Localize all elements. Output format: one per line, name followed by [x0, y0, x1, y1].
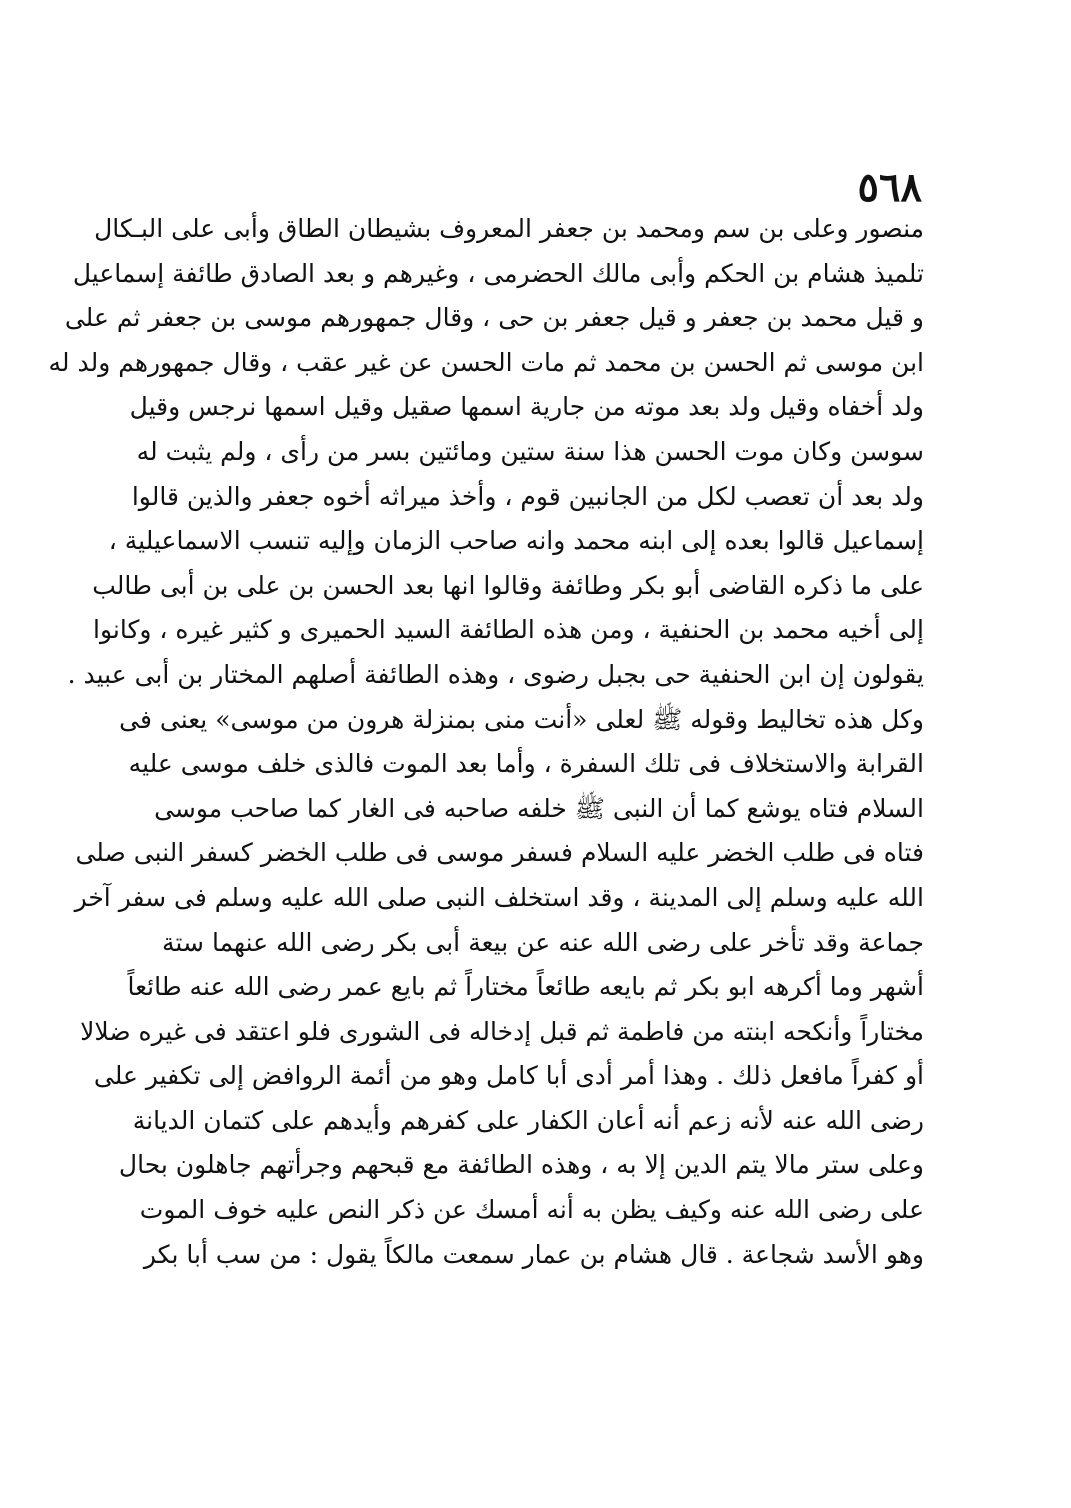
- text-line: أشهر وما أكرهه ابو بكر ثم بايعه طائعاً مختاراً ثم بايع عمر رضى الله عنه طائعاً: [127, 972, 924, 1002]
- text-line: وعلى ستر مالا يتم الدين إلا به ، وهذه الطائفة مع قبحهم وجرأتهم جاهلون بحال: [118, 1150, 924, 1180]
- text-line: سوسن وكان موت الحسن هذا سنة ستين ومائتين بسر من رأى ، ولم يثبت له: [136, 436, 924, 466]
- text-line: وكل هذه تخاليط وقوله ﷺ لعلى «أنت منى بمنزلة هرون من موسى» يعنى فى: [119, 704, 924, 734]
- text-line: ابن موسى ثم الحسن بن محمد ثم مات الحسن عن غير عقب ، وقال جمهورهم ولد له: [48, 347, 924, 377]
- text-line: ولد بعد أن تعصب لكل من الجانبين قوم ، وأخذ ميراثه أخوه جعفر والذين قالوا: [131, 481, 924, 511]
- page-number: ٥٦٨: [857, 164, 922, 211]
- text-line: الله عليه وسلم إلى المدينة ، وقد استخلف النبى صلى الله عليه وسلم فى سفر آخر: [74, 882, 924, 912]
- text-line: تلميذ هشام بن الحكم وأبى مالك الحضرمى ، وغيرهم و بعد الصادق طائفة إسماعيل: [72, 258, 924, 288]
- text-line: القرابة والاستخلاف فى تلك السفرة ، وأما بعد الموت فالذى خلف موسى عليه: [128, 749, 924, 779]
- text-line: على رضى الله عنه وكيف يظن به أنه أمسك عن ذكر النص عليه خوف الموت: [139, 1195, 924, 1225]
- text-line: وهو الأسد شجاعة . قال هشام بن عمار سمعت مالكاً يقول : من سب أبا بكر: [143, 1239, 924, 1269]
- body-text: [48, 207, 924, 1277]
- text-line: على ما ذكره القاضى أبو بكر وطائفة وقالوا انها بعد الحسن بن على بن أبى طالب: [92, 570, 924, 600]
- text-line: منصور وعلى بن سم ومحمد بن جعفر المعروف بشيطان الطاق وأبى على البـكال: [94, 214, 924, 243]
- text-line: مختاراً وأنكحه ابنته من فاطمة ثم قبل إدخاله فى الشورى فلو اعتقد فى غيره ضلالا: [80, 1016, 924, 1046]
- text-line: يقولون إن ابن الحنفية حى بجبل رضوى ، وهذه الطائفة أصلهم المختار بن أبى عبيد .: [67, 659, 924, 689]
- text-line: رضى الله عنه لأنه زعم أنه أعان الكفار على كفرهم وأيدهم على كتمان الديانة: [132, 1105, 924, 1135]
- text-line: فتاه فى طلب الخضر عليه السلام فسفر موسى فى طلب الخضر كسفر النبى صلى: [75, 838, 924, 868]
- text-line: جماعة وقد تأخر على رضى الله عنه عن بيعة أبى بكر رضى الله عنهما ستة: [162, 927, 924, 957]
- text-line: إلى أخيه محمد بن الحنفية ، ومن هذه الطائفة السيد الحميرى و كثير غيره ، وكانوا: [93, 615, 924, 645]
- text-line: ولد أخفاه وقيل ولد بعد موته من جارية اسمها صقيل وقيل اسمها نرجس وقيل: [129, 392, 924, 422]
- text-line: و قيل محمد بن جعفر و قيل جعفر بن حى ، وقال جمهورهم موسى بن جعفر ثم على: [64, 303, 924, 333]
- text-line: أو كفراً مافعل ذلك . وهذا أمر أدى أبا كامل وهو من أئمة الروافض إلى تكفير على: [93, 1061, 924, 1091]
- text-line: السلام فتاه يوشع كما أن النبى ﷺ خلفه صاحبه فى الغار كما صاحب موسى: [154, 793, 924, 823]
- text-line: إسماعيل قالوا بعده إلى ابنه محمد وانه صاحب الزمان وإليه تنسب الاسماعيلية ،: [108, 526, 924, 556]
